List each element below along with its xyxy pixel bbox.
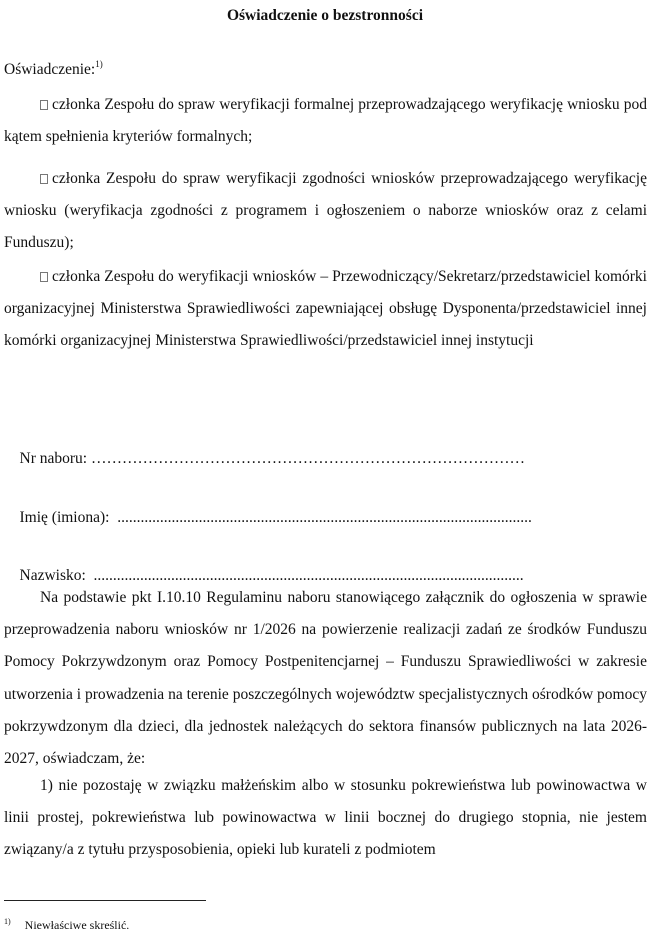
option-formal-verification-text: członka Zespołu do spraw weryfikacji formalnej przeprowadzającego weryfikację wniosku pod kątem spełnienia kryteriów formalnych;	[4, 96, 647, 146]
document-title: Oświadczenie o bezstronności	[226, 7, 424, 24]
checkbox-icon[interactable]	[40, 100, 48, 110]
body-paragraph: Na podstawie pkt I.10.10 Regulaminu naboru stanowiącego załącznik do ogłoszenia w sprawie przeprowadzenia naboru wniosków nr 1/2026 na powierzenie realizacji zadań ze środków Funduszu Pomocy Pokrzywdzonym oraz Pomocy Postpenitencjarnej – Funduszu Sprawiedliwości w zakresie utworzenia i prowadzenia na terenie poszczególnych województw specjalistycznych ośrodków pomocy pokrzywdzonym dla dzieci, dla jednostek należących do sektora finansów publicznych na lata 2026-2027, oświadczam, że:	[4, 589, 647, 768]
point-1-paragraph: 1) nie pozostaję w związku małżeńskim albo w stosunku pokrewieństwa lub powinowactwa w linii prostej, pokrewieństwa lub powinowactwa w linii bocznej do drugiego stopnia, nie jestem związany/a z tytułu przysposobienia, opieki lub kurateli z podmiotem	[4, 777, 647, 859]
nazwisko-label: Nazwisko:	[19, 567, 86, 584]
option-compliance-verification[interactable]	[4, 163, 647, 260]
imie-value[interactable]: ...........................................................................................................	[117, 509, 532, 526]
declaration-footnote-ref: 1)	[95, 59, 103, 69]
footnote-separator	[4, 900, 206, 901]
option-verification-team[interactable]	[4, 261, 647, 358]
imie-field[interactable]	[4, 488, 532, 548]
footnote	[4, 918, 129, 932]
declaration-label: Oświadczenie:	[4, 61, 96, 78]
nr-naboru-value[interactable]: …………………………………………………………………………	[90, 450, 525, 467]
checkbox-icon[interactable]	[40, 272, 48, 282]
option-compliance-verification-text: członka Zespołu do spraw weryfikacji zgodności wniosków przeprowadzającego weryfikację wniosku (weryfikacja zgodności z programem i ogłoszeniem o naborze wniosków oraz z celami Funduszu);	[4, 170, 647, 252]
nr-naboru-field[interactable]	[4, 429, 525, 489]
option-formal-verification[interactable]	[4, 89, 647, 153]
footnote-mark: 1)	[4, 917, 11, 926]
footnote-text: Niewłaściwe skreślić.	[24, 918, 130, 932]
declaration-heading	[4, 60, 103, 80]
option-verification-team-text: członka Zespołu do weryfikacji wniosków – Przewodniczący/Sekretarz/przedstawiciel komórki organizacyjnej Ministerstwa Sprawiedliwości zapewniającej obsługę Dysponenta/przedstawiciel innej komórki organizacyjnej Ministerstwa Sprawiedliwości/przedstawiciel innej instytucji	[4, 268, 647, 350]
nazwisko-value[interactable]: ...............................................................................................................	[93, 567, 524, 584]
imie-label: Imię (imiona):	[19, 509, 110, 526]
checkbox-icon[interactable]	[40, 174, 48, 184]
nr-naboru-label: Nr naboru:	[19, 450, 88, 467]
